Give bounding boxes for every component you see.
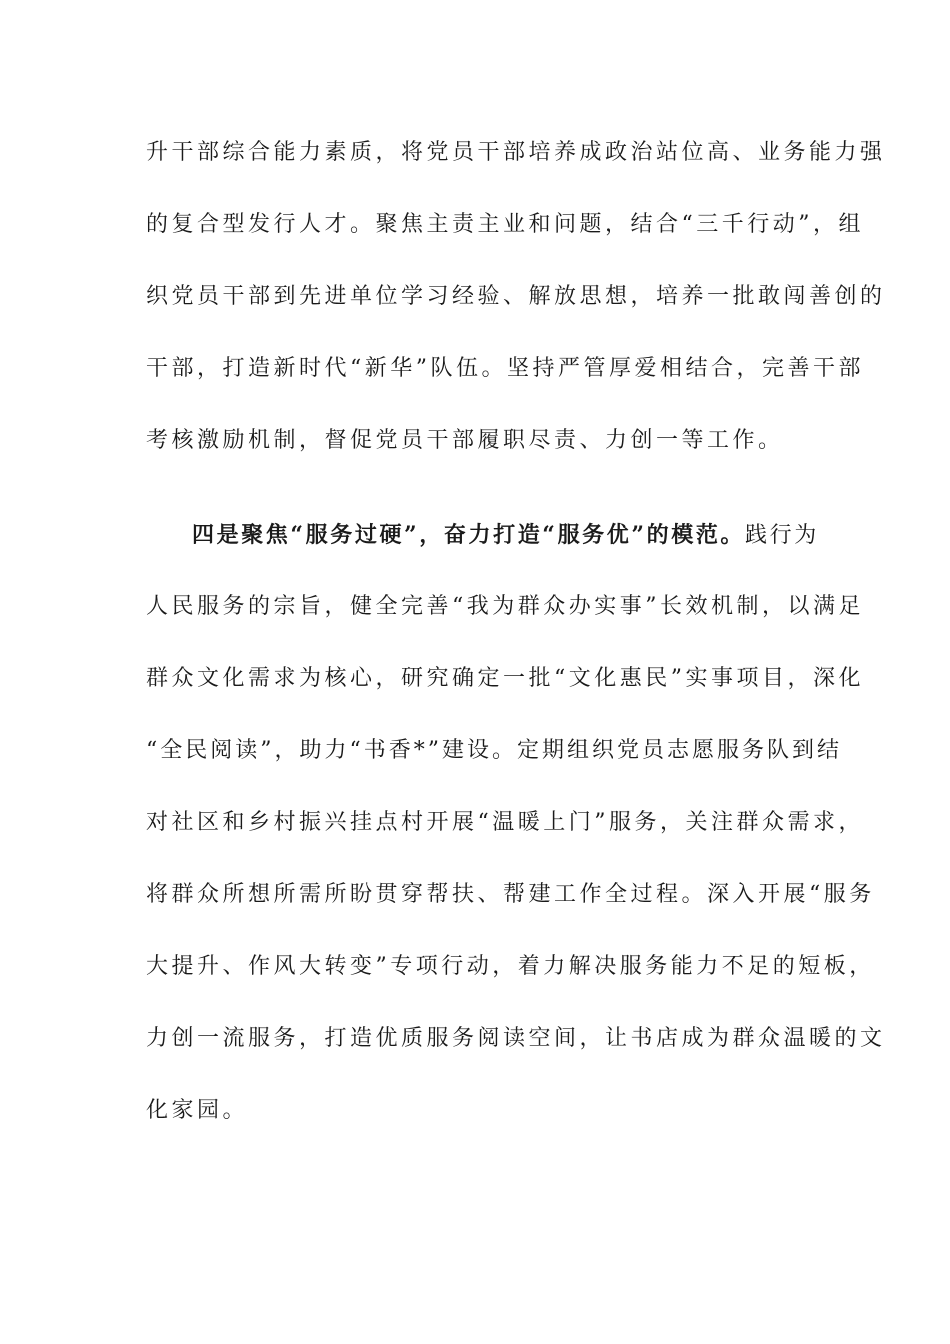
paragraph-line: 力创一流服务，打造优质服务阅读空间，让书店成为群众温暖的文 [146,1026,886,1051]
paragraph-line: 考核激励机制，督促党员干部履职尽责、力创一等工作。 [146,428,784,453]
paragraph-line: 群众文化需求为核心，研究确定一批“文化惠民”实事项目，深化 [146,666,864,691]
paragraph-line: 织党员干部到先进单位学习经验、解放思想，培养一批敢闯善创的 [146,284,886,309]
paragraph-line: 化家园。 [146,1098,249,1123]
paragraph-line: 干部，打造新时代“新华”队伍。坚持严管厚爱相结合，完善干部 [146,356,864,381]
paragraph-line: 将群众所想所需所盼贯穿帮扶、帮建工作全过程。深入开展“服务 [146,882,875,907]
paragraph-line: 的复合型发行人才。聚焦主责主业和问题，结合“三千行动”，组 [146,212,864,237]
paragraph-line: 大提升、作风大转变”专项行动，着力解决服务能力不足的短板， [146,954,875,979]
paragraph-line: 人民服务的宗旨，健全完善“我为群众办实事”长效机制，以满足 [146,594,864,619]
paragraph-line: “全民阅读”，助力“书香*”建设。定期组织党员志愿服务队到结 [146,738,842,763]
paragraph-line: 升干部综合能力素质，将党员干部培养成政治站位高、业务能力强 [146,140,886,165]
paragraph-line: 对社区和乡村振兴挂点村开展“温暖上门”服务，关注群众需求， [146,810,864,835]
paragraph-text: 践行为 [745,523,819,548]
section-heading: 四是聚焦“服务过硬”，奋力打造“服务优”的模范。 [192,522,746,548]
paragraph-first-line [192,515,852,555]
